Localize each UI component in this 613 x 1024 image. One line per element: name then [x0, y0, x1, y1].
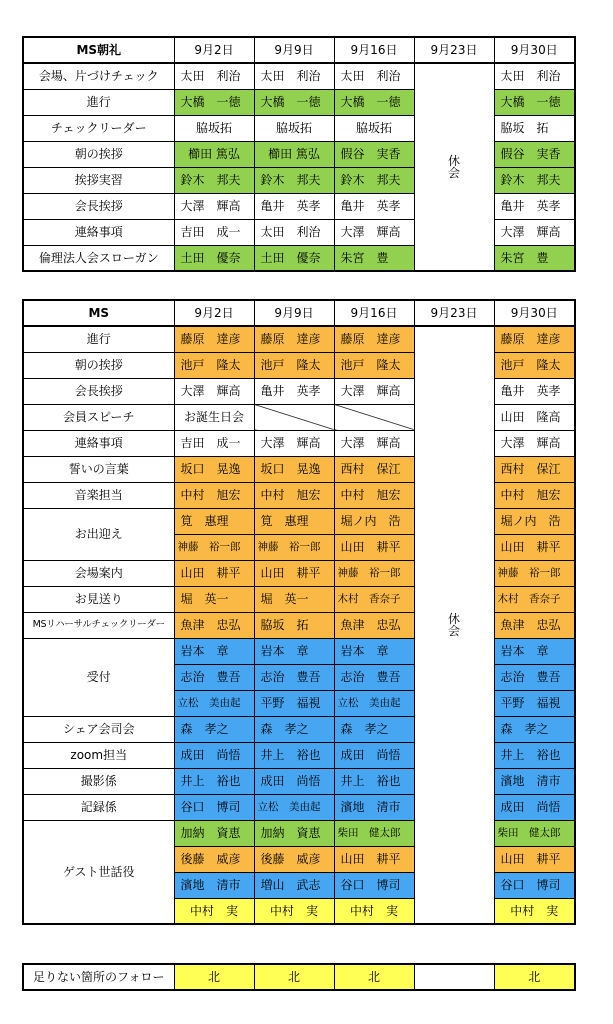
follow-cell: 北 [494, 964, 575, 990]
name-cell: 平野 福視 [254, 690, 334, 716]
name-cell: 志治 豊吾 [174, 664, 254, 690]
name-cell: 森 孝之 [494, 716, 575, 742]
name-cell: 立松 美由起 [174, 690, 254, 716]
role-label: 記録係 [23, 794, 174, 820]
name-cell: 山田 耕平 [254, 560, 334, 586]
name-cell: 後藤 威彦 [254, 846, 334, 872]
name-cell: 成田 尚悟 [334, 742, 414, 768]
name-cell: 山田 隆高 [494, 404, 575, 430]
name-cell: 脇坂 拓 [494, 115, 575, 141]
role-label: 会長挨拶 [23, 378, 174, 404]
name-cell: 大澤 輝高 [254, 430, 334, 456]
role-label: お出迎え [23, 508, 174, 560]
date-header: 9月23日 [414, 37, 494, 63]
name-cell: 谷口 博司 [334, 872, 414, 898]
name-cell: 井上 裕也 [254, 742, 334, 768]
name-cell: 坂口 晃逸 [254, 456, 334, 482]
name-cell: 大橋 一徳 [254, 89, 334, 115]
date-header: 9月16日 [334, 300, 414, 326]
name-cell: 大橋 一徳 [494, 89, 575, 115]
role-label: お見送り [23, 586, 174, 612]
name-cell: 吉田 成一 [174, 430, 254, 456]
name-cell: 脇坂拓 [334, 115, 414, 141]
name-cell: 中村 実 [254, 898, 334, 924]
name-cell: 大澤 輝高 [494, 219, 575, 245]
rest-cell [414, 326, 494, 924]
name-cell: 成田 尚悟 [254, 768, 334, 794]
name-cell: 中村 旭宏 [254, 482, 334, 508]
name-cell: 脇坂拓 [174, 115, 254, 141]
ms-morning-table [22, 36, 576, 272]
name-cell: 筧 惠理 [174, 508, 254, 534]
rest-label: 休 会 [447, 612, 460, 638]
name-cell: 太田 利治 [334, 63, 414, 89]
name-cell: 濱地 清市 [334, 794, 414, 820]
name-cell: 亀井 英孝 [494, 378, 575, 404]
name-cell: 藤原 達彦 [494, 326, 575, 352]
name-cell: 神藤 裕一郎 [494, 560, 575, 586]
name-cell: 井上 裕也 [334, 768, 414, 794]
name-cell: 大澤 輝高 [334, 219, 414, 245]
date-header: 9月2日 [174, 300, 254, 326]
name-cell: 岩本 章 [494, 638, 575, 664]
name-cell: 加納 資恵 [254, 820, 334, 846]
name-cell: 濱地 清市 [494, 768, 575, 794]
follow-cell: 北 [174, 964, 254, 990]
name-cell: 朱宮 豊 [334, 245, 414, 271]
name-cell: 堀ノ内 浩 [494, 508, 575, 534]
name-cell: 中村 旭宏 [334, 482, 414, 508]
name-cell: 志治 豊吾 [254, 664, 334, 690]
role-label: シェア会司会 [23, 716, 174, 742]
name-cell: 假谷 実香 [334, 141, 414, 167]
role-label: 挨拶実習 [23, 167, 174, 193]
name-cell: 立松 美由起 [334, 690, 414, 716]
name-cell: 鈴木 邦夫 [494, 167, 575, 193]
name-cell: 中村 旭宏 [174, 482, 254, 508]
role-label: 会長挨拶 [23, 193, 174, 219]
role-label: 朝の挨拶 [23, 141, 174, 167]
name-cell: 堀 英一 [254, 586, 334, 612]
name-cell: 鈴木 邦夫 [334, 167, 414, 193]
name-cell: 岩本 章 [334, 638, 414, 664]
name-cell: 池戸 隆太 [174, 352, 254, 378]
name-cell: 櫛田 篤弘 [174, 141, 254, 167]
name-cell: 森 孝之 [174, 716, 254, 742]
role-label: 倫理法人会スローガン [23, 245, 174, 271]
table-row [23, 63, 575, 89]
follow-row [23, 964, 575, 990]
name-cell: 大澤 輝高 [174, 378, 254, 404]
name-cell: 柴田 健太郎 [494, 820, 575, 846]
name-cell: 土田 優奈 [174, 245, 254, 271]
name-cell: 山田 耕平 [494, 846, 575, 872]
name-cell: 太田 利治 [494, 63, 575, 89]
name-cell: 吉田 成一 [174, 219, 254, 245]
name-cell: 藤原 達彦 [254, 326, 334, 352]
name-cell: お誕生日会 [174, 404, 254, 430]
date-header: 9月2日 [174, 37, 254, 63]
name-cell: 山田 耕平 [494, 534, 575, 560]
header-row [23, 300, 575, 326]
name-cell: 志治 豊吾 [334, 664, 414, 690]
name-cell: 谷口 博司 [494, 872, 575, 898]
name-cell: 谷口 博司 [174, 794, 254, 820]
name-cell: 大橋 一徳 [334, 89, 414, 115]
name-cell: 岩本 章 [174, 638, 254, 664]
name-cell: 太田 利治 [254, 63, 334, 89]
role-label: 会員スピーチ [23, 404, 174, 430]
table-row [23, 326, 575, 352]
role-label: 朝の挨拶 [23, 352, 174, 378]
role-label: MSリハーサルチェックリーダー [23, 612, 174, 638]
name-cell: 増山 武志 [254, 872, 334, 898]
rest-cell [414, 63, 494, 271]
name-cell: 坂口 晃逸 [174, 456, 254, 482]
name-cell: 井上 裕也 [494, 742, 575, 768]
follow-table [22, 963, 576, 991]
name-cell: 木村 香奈子 [494, 586, 575, 612]
name-cell: 平野 福視 [494, 690, 575, 716]
name-cell: 池戸 隆太 [334, 352, 414, 378]
role-label: チェックリーダー [23, 115, 174, 141]
name-cell: 山田 耕平 [334, 534, 414, 560]
name-cell: 太田 利治 [174, 63, 254, 89]
name-cell: 藤原 達彦 [334, 326, 414, 352]
name-cell: 土田 優奈 [254, 245, 334, 271]
name-cell: 大澤 輝高 [334, 378, 414, 404]
name-cell: 西村 保江 [334, 456, 414, 482]
role-label: 進行 [23, 326, 174, 352]
name-cell: 井上 裕也 [174, 768, 254, 794]
role-label: zoom担当 [23, 742, 174, 768]
name-cell: 亀井 英孝 [254, 193, 334, 219]
name-cell: 亀井 英孝 [254, 378, 334, 404]
follow-cell: 北 [334, 964, 414, 990]
role-label: 誓いの言葉 [23, 456, 174, 482]
name-cell: 池戸 隆太 [494, 352, 575, 378]
name-cell: 神藤 裕一郎 [334, 560, 414, 586]
name-cell: 亀井 英孝 [494, 193, 575, 219]
empty-cell [254, 404, 334, 430]
name-cell: 成田 尚悟 [494, 794, 575, 820]
role-label: 連絡事項 [23, 430, 174, 456]
header-row [23, 37, 575, 63]
name-cell: 中村 実 [174, 898, 254, 924]
empty-cell [334, 404, 414, 430]
name-cell: 櫛田 篤弘 [254, 141, 334, 167]
name-cell: 太田 利治 [254, 219, 334, 245]
name-cell: 中村 旭宏 [494, 482, 575, 508]
name-cell: 魚津 忠弘 [174, 612, 254, 638]
name-cell: 中村 実 [334, 898, 414, 924]
date-header: 9月9日 [254, 300, 334, 326]
name-cell: 大橋 一徳 [174, 89, 254, 115]
name-cell: 中村 実 [494, 898, 575, 924]
name-cell: 岩本 章 [254, 638, 334, 664]
name-cell: 成田 尚悟 [174, 742, 254, 768]
name-cell: 山田 耕平 [334, 846, 414, 872]
date-header: 9月30日 [494, 300, 575, 326]
table-title: MS朝礼 [23, 37, 174, 63]
name-cell: 脇坂拓 [254, 115, 334, 141]
name-cell: 鈴木 邦夫 [254, 167, 334, 193]
role-label: 会場案内 [23, 560, 174, 586]
name-cell: 朱宮 豊 [494, 245, 575, 271]
rest-label: 休 会 [447, 154, 460, 180]
follow-label: 足りない箇所のフォロー [23, 964, 174, 990]
role-label: 連絡事項 [23, 219, 174, 245]
name-cell: 加納 資恵 [174, 820, 254, 846]
table-title: MS [23, 300, 174, 326]
date-header: 9月9日 [254, 37, 334, 63]
name-cell: 脇坂 拓 [254, 612, 334, 638]
ms-table [22, 299, 576, 925]
name-cell: 堀ノ内 浩 [334, 508, 414, 534]
name-cell: 西村 保江 [494, 456, 575, 482]
role-label: 会場、片づけチェック [23, 63, 174, 89]
role-label: 受付 [23, 638, 174, 716]
name-cell: 木村 香奈子 [334, 586, 414, 612]
name-cell: 山田 耕平 [174, 560, 254, 586]
date-header: 9月16日 [334, 37, 414, 63]
name-cell: 柴田 健太郎 [334, 820, 414, 846]
name-cell: 森 孝之 [334, 716, 414, 742]
name-cell: 藤原 達彦 [174, 326, 254, 352]
name-cell: 魚津 忠弘 [494, 612, 575, 638]
follow-cell [414, 964, 494, 990]
name-cell: 亀井 英孝 [334, 193, 414, 219]
name-cell: 大澤 輝高 [494, 430, 575, 456]
role-label: ゲスト世話役 [23, 820, 174, 924]
name-cell: 大澤 輝高 [334, 430, 414, 456]
name-cell: 神藤 裕一郎 [174, 534, 254, 560]
role-label: 進行 [23, 89, 174, 115]
role-label: 撮影係 [23, 768, 174, 794]
name-cell: 堀 英一 [174, 586, 254, 612]
role-label: 音楽担当 [23, 482, 174, 508]
name-cell: 魚津 忠弘 [334, 612, 414, 638]
name-cell: 濱地 清市 [174, 872, 254, 898]
name-cell: 後藤 威彦 [174, 846, 254, 872]
name-cell: 鈴木 邦夫 [174, 167, 254, 193]
follow-cell: 北 [254, 964, 334, 990]
date-header: 9月30日 [494, 37, 575, 63]
name-cell: 大澤 輝高 [174, 193, 254, 219]
name-cell: 池戸 隆太 [254, 352, 334, 378]
name-cell: 假谷 実香 [494, 141, 575, 167]
name-cell: 神藤 裕一郎 [254, 534, 334, 560]
name-cell: 森 孝之 [254, 716, 334, 742]
date-header: 9月23日 [414, 300, 494, 326]
name-cell: 筧 惠理 [254, 508, 334, 534]
name-cell: 志治 豊吾 [494, 664, 575, 690]
name-cell: 立松 美由起 [254, 794, 334, 820]
